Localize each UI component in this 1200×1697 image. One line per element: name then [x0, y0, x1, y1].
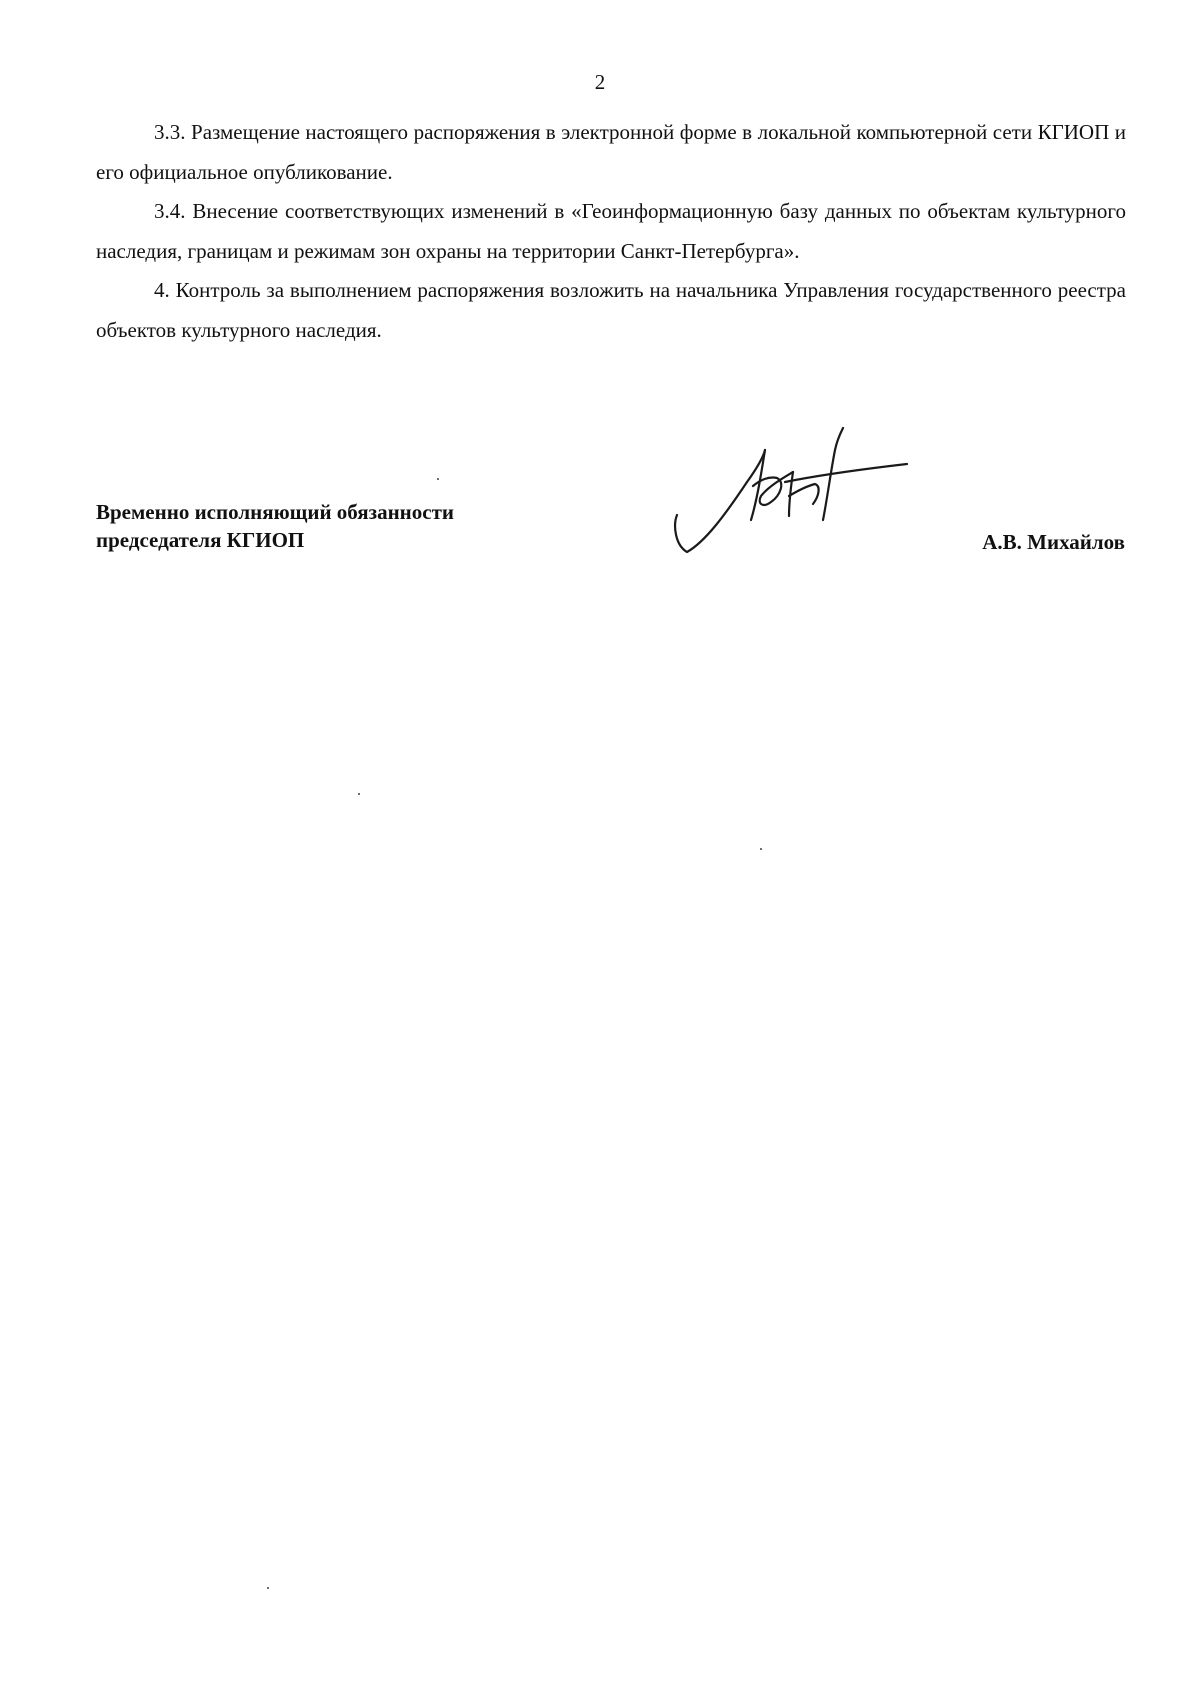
scan-speck: [358, 793, 360, 795]
scan-speck: [760, 848, 762, 850]
document-body: [96, 113, 1126, 350]
handwritten-signature: [665, 420, 915, 560]
paragraph-3-3: 3.3. Размещение настоящего распоряжения в электронной форме в локальной компьютерной сети КГИОП и его официальное опубликование.: [96, 120, 1126, 184]
signatory-title-line-2: председателя КГИОП: [96, 528, 305, 552]
signatory-title: [96, 498, 454, 554]
scan-speck: [437, 478, 439, 480]
scan-speck: [267, 1587, 269, 1589]
paragraph-3-4: 3.4. Внесение соответствующих изменений в «Геоинформационную базу данных по объектам культурного наследия, границам и режимам зон охраны на территории Санкт-Петербурга».: [96, 199, 1126, 263]
page-number: 2: [594, 70, 606, 94]
signatory-title-line-1: Временно исполняющий обязанности: [96, 500, 455, 524]
signatory-name: А.В. Михайлов: [982, 530, 1125, 554]
paragraph-4: 4. Контроль за выполнением распоряжения возложить на начальника Управления государственного реестра объектов культурного наследия.: [96, 278, 1126, 342]
